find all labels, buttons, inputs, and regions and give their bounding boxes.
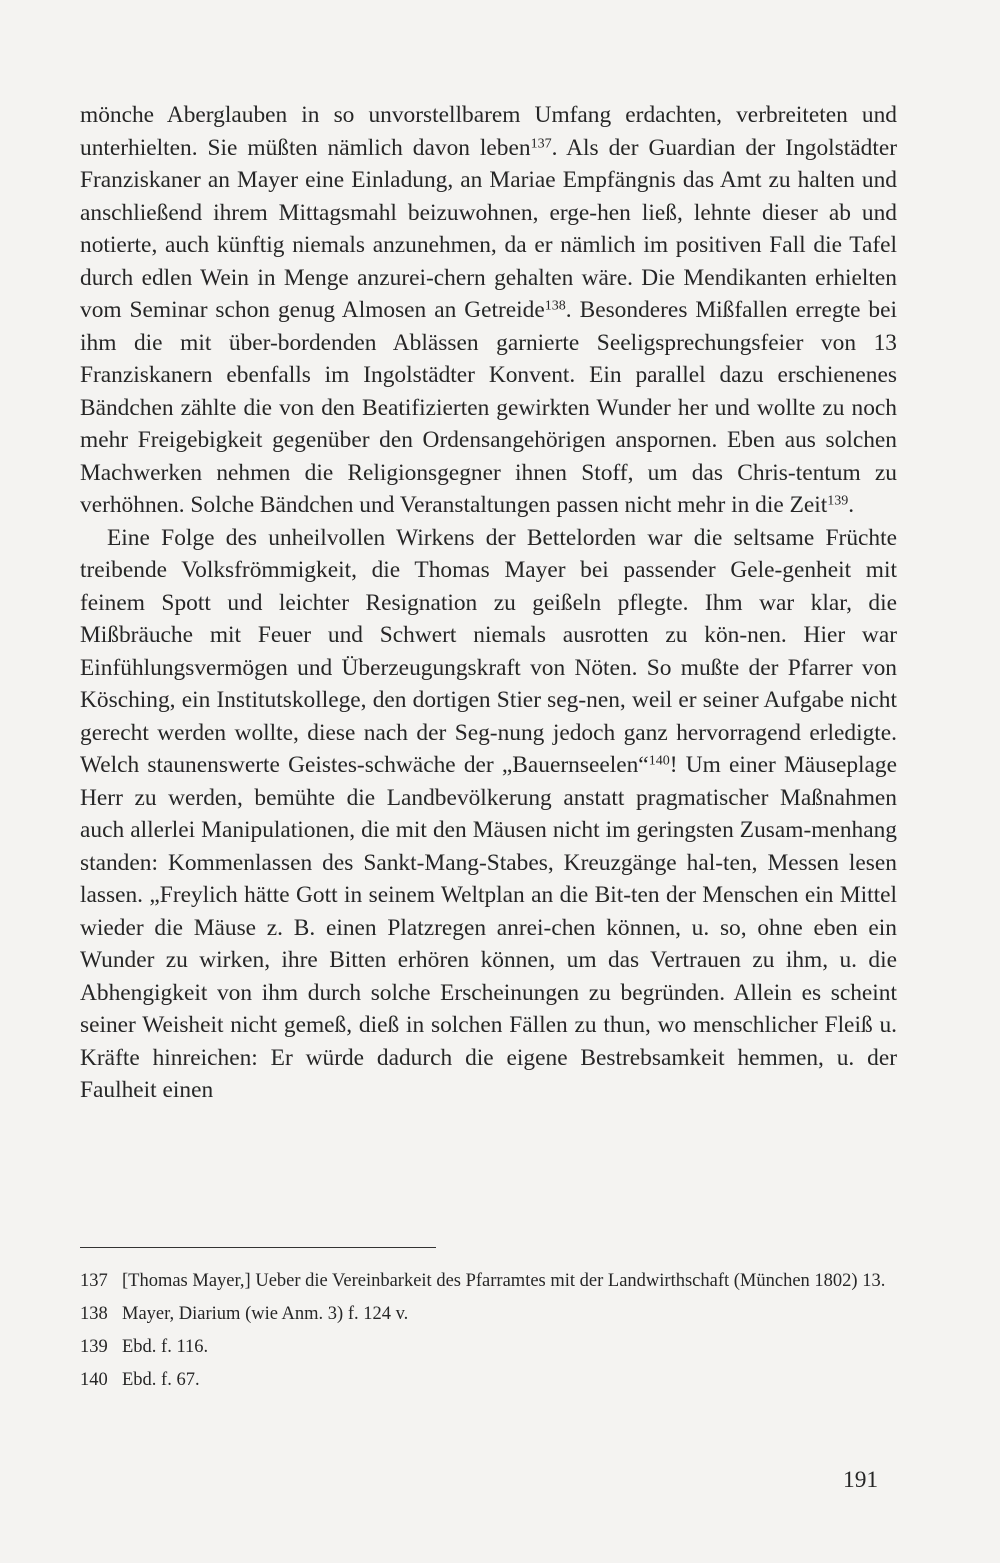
text-line: das Amt zu halten und anschließend ihrem Mittagsmahl beizuwohnen, erge- [80, 167, 898, 226]
footnote-number: 140 [80, 1370, 108, 1390]
text-line-rest: . [848, 492, 855, 518]
text-line: er nämlich im positiven Fall die Tafel durch edlen Wein in Menge anzurei- [80, 232, 897, 291]
text-line: schwäche der „Bauernseelen“ [364, 752, 649, 778]
footnote-ref[interactable]: 139 [827, 492, 849, 509]
text-line: können, um das Vertrauen zu ihm, u. die Abhengigkeit von ihm durch solche [80, 947, 897, 1006]
footnote-text: Mayer, Diarium (wie Anm. 3) f. 124 v. [122, 1304, 409, 1324]
text-line: bemühte die Landbevölkerung anstatt pragmatischer Maßnahmen auch [80, 784, 897, 843]
text-line-rest: . Als der Guardian der [551, 134, 776, 161]
footnote-separator [80, 1247, 436, 1248]
footnote-text: Ebd. f. 67. [122, 1370, 200, 1390]
footnote [80, 1335, 897, 1359]
page-number: 191 [843, 1467, 879, 1493]
text-line: ten, Messen lesen lassen. „Freylich hätte Gott in seinem Weltplan an die Bit- [80, 849, 897, 908]
text-line: bordenden Ablässen garnierte Seeligsprechungsfeier von 13 Franziskanern [80, 329, 897, 388]
text-line: Erscheinungen zu begründen. Allein es scheint seiner Weisheit nicht gemeß, [80, 979, 897, 1038]
footnote [80, 1302, 897, 1326]
text-line: ten der Menschen ein Mittel wieder die Mäuse z. B. einen Platzregen anrei- [80, 882, 898, 941]
text-line: mönche Aberglauben in so unvorstellbarem Umfang erdachten, verbreiteten [80, 102, 848, 128]
text-line: chern gehalten wäre. Die Mendikanten erhielten vom Seminar schon genug [80, 264, 898, 323]
text-line: solchen Machwerken nehmen die Religionsgegner ihnen Stoff, um das Chris- [80, 427, 897, 486]
text-line: ebenfalls im Ingolstädter Konvent. Ein parallel dazu erschienenes Bändchen [80, 362, 897, 421]
body-text [80, 99, 897, 1107]
text-line: nen. Hier war Einfühlungsvermögen und Überzeugungskraft von Nöten. So [80, 622, 897, 681]
paragraph [80, 99, 897, 522]
text-line: hen ließ, lehnte dieser ab und notierte, auch künftig niemals anzunehmen, da [80, 199, 897, 258]
footnote-ref[interactable]: 140 [648, 752, 670, 769]
paragraph [80, 522, 897, 1107]
footnote-number: 138 [80, 1304, 108, 1324]
text-line: mehr Freigebigkeit gegenüber den Ordensangehörigen anspornen. Eben aus [80, 427, 816, 453]
text-line-rest: . Besonderes Mißfallen erregte bei ihm die mit über- [80, 297, 897, 356]
text-line: nen, weil er seiner Aufgabe nicht gerecht werden wollte, diese nach der Seg- [80, 687, 897, 746]
footnotes [80, 1269, 897, 1401]
text-line-rest: ! Um einer Mäuseplage Herr zu werden, [80, 752, 897, 811]
footnote-number: 137 [80, 1271, 108, 1291]
text-line: chen können, u. so, ohne eben ein Wunder zu wirken, ihre Bitten erhören [80, 914, 897, 973]
footnote-text: [Thomas Mayer,] Ueber die Vereinbarkeit des Pfarramtes mit der Landwirthschaft (München 1802) 13. [122, 1271, 886, 1291]
text-line: Ingolstädter Franziskaner an Mayer eine Einladung, an Mariae Empfängnis [80, 134, 898, 193]
text-line: Früchte treibende Volksfrömmigkeit, die Thomas Mayer bei passender Gele- [80, 524, 897, 583]
footnote-text: Ebd. f. 116. [122, 1337, 209, 1357]
text-line: menhang standen: Kommenlassen des Sankt-Mang-Stabes, Kreuzgänge hal- [80, 817, 897, 876]
text-line: Almosen an Getreide [341, 297, 545, 323]
text-line: nung jedoch ganz hervorragend erledigte. Welch staunenswerte Geistes- [80, 719, 898, 778]
footnote-ref[interactable]: 138 [544, 297, 566, 314]
footnote-number: 139 [80, 1337, 108, 1357]
text-line: und unterhielten. Sie müßten nämlich davon leben [80, 102, 897, 161]
text-line: zählte die von den Beatifizierten gewirkten Wunder her und wollte zu noch [180, 394, 897, 421]
text-line: mehr in die Zeit [677, 492, 828, 518]
text-line: allerlei Manipulationen, die mit den Mäusen nicht im geringsten Zusam- [130, 817, 812, 843]
text-line: dieß in solchen Fällen zu thun, wo menschlicher Fleiß u. Kräfte hinreichen: [80, 1012, 897, 1071]
footnote-ref[interactable]: 137 [530, 134, 552, 151]
text-line: Er würde dadurch die eigene Bestrebsamkeit hemmen, u. der Faulheit einen [80, 1044, 897, 1103]
footnote [80, 1368, 897, 1392]
text-line: tentum zu verhöhnen. Solche Bändchen und Veranstaltungen passen nicht [80, 459, 897, 518]
text-line: war klar, die Mißbräuche mit Feuer und Schwert niemals ausrotten zu kön- [80, 589, 897, 648]
footnote [80, 1269, 897, 1293]
text-line: Eine Folge des unheilvollen Wirkens der Bettelorden war die seltsame [107, 524, 815, 551]
text-line: genheit mit feinem Spott und leichter Resignation zu geißeln pflegte. Ihm [80, 557, 897, 616]
text-line: mußte der Pfarrer von Kösching, ein Institutskollege, den dortigen Stier seg- [80, 654, 897, 713]
